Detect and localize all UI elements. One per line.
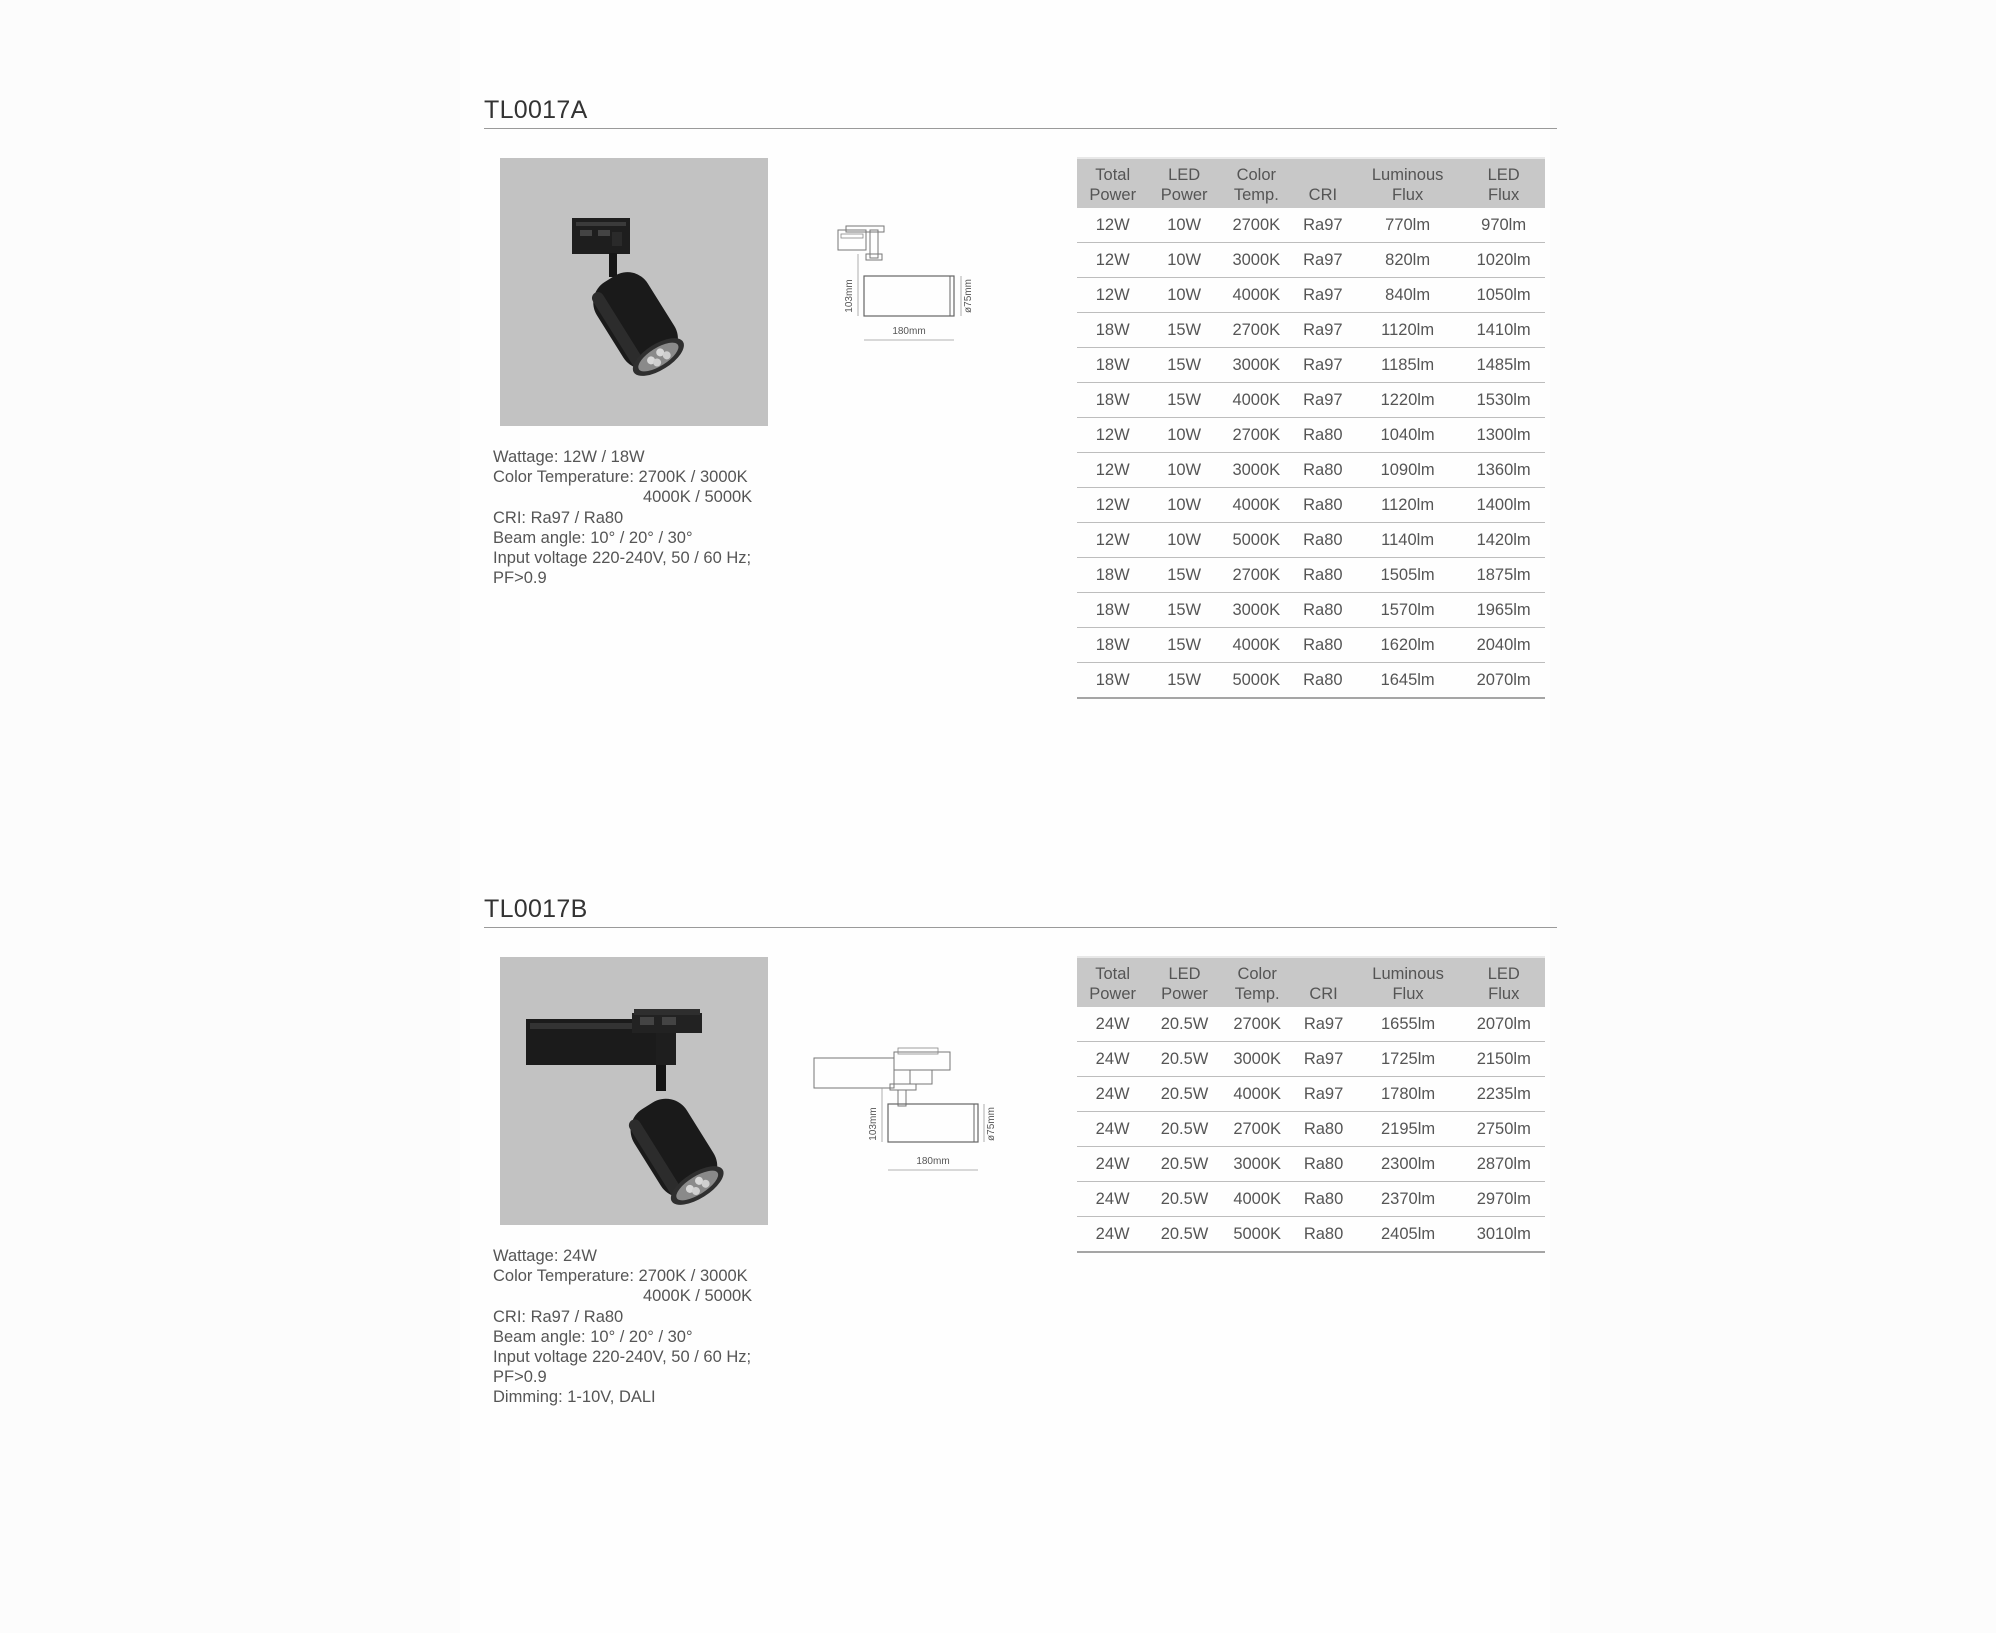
spec-input-voltage: Input voltage 220-240V, 50 / 60 Hz; [493,1348,752,1367]
cell-total-power: 12W [1077,278,1148,313]
cell-cri: Ra80 [1293,558,1353,593]
cell-led-power: 10W [1148,418,1219,453]
table-row [1077,593,1545,628]
cell-led-power: 15W [1148,383,1219,418]
spec-color-temp: Color Temperature: 2700K / 3000K [493,1267,748,1286]
spec-pf: PF>0.9 [493,1368,547,1387]
cell-led-flux: 1400lm [1462,488,1545,523]
cell-total-power: 24W [1077,1077,1148,1112]
cell-led-flux: 2750lm [1463,1112,1545,1147]
cell-led-flux: 1020lm [1462,243,1545,278]
table-row [1077,313,1545,348]
cell-led-power: 10W [1148,243,1219,278]
cell-total-power: 24W [1077,1007,1148,1042]
cell-cri: Ra80 [1294,1147,1354,1182]
spec-beam-angle: Beam angle: 10° / 20° / 30° [493,528,693,547]
cell-total-power: 12W [1077,453,1148,488]
cell-led-flux: 1875lm [1462,558,1545,593]
height-dimension: 103mm [868,1107,879,1141]
cell-cri: Ra97 [1294,1042,1354,1077]
cell-color-temp: 2700K [1220,418,1293,453]
cell-luminous-flux: 1620lm [1353,628,1462,663]
col-led-flux: LED Flux [1463,957,1545,1007]
cell-led-flux: 1485lm [1462,348,1545,383]
cell-led-flux: 1300lm [1462,418,1545,453]
cell-color-temp: 2700K [1221,1112,1294,1147]
height-dimension: 103mm [844,279,855,313]
table-row [1077,628,1545,663]
cell-total-power: 18W [1077,628,1148,663]
cell-luminous-flux: 1120lm [1353,488,1462,523]
cell-total-power: 24W [1077,1217,1148,1253]
cell-luminous-flux: 2300lm [1354,1147,1463,1182]
col-cri: CRI [1294,957,1354,1007]
cell-total-power: 18W [1077,313,1148,348]
cell-led-flux: 1420lm [1462,523,1545,558]
cell-led-power: 20.5W [1148,1077,1221,1112]
col-color-temp: Color Temp. [1220,158,1293,208]
cell-led-power: 20.5W [1148,1007,1221,1042]
cell-color-temp: 2700K [1220,313,1293,348]
cell-led-power: 20.5W [1148,1182,1221,1217]
spec-pf: PF>0.9 [493,569,547,588]
cell-total-power: 18W [1077,348,1148,383]
cell-cri: Ra97 [1293,313,1353,348]
cell-luminous-flux: 1220lm [1353,383,1462,418]
cell-luminous-flux: 1655lm [1354,1007,1463,1042]
spec-list [493,447,752,588]
cell-led-flux: 2070lm [1462,663,1545,699]
cell-luminous-flux: 1645lm [1353,663,1462,699]
table-row [1077,663,1545,699]
table-row [1077,383,1545,418]
table-header-row [1077,957,1545,1007]
cell-led-power: 15W [1148,313,1219,348]
cell-luminous-flux: 1090lm [1353,453,1462,488]
col-total-power: Total Power [1077,957,1148,1007]
cell-led-flux: 2970lm [1463,1182,1545,1217]
length-dimension: 180mm [916,1156,950,1167]
spec-dimming: Dimming: 1-10V, DALI [493,1388,656,1407]
product-title: TL0017B [484,895,588,923]
cell-led-flux: 2070lm [1463,1007,1545,1042]
cell-color-temp: 3000K [1220,348,1293,383]
cell-luminous-flux: 1570lm [1353,593,1462,628]
cell-color-temp: 3000K [1221,1042,1294,1077]
table-row [1077,558,1545,593]
cell-color-temp: 2700K [1220,208,1293,243]
product-title: TL0017A [484,96,588,124]
cell-color-temp: 5000K [1220,523,1293,558]
cell-total-power: 12W [1077,243,1148,278]
cell-luminous-flux: 1120lm [1353,313,1462,348]
cell-led-power: 15W [1148,558,1219,593]
cell-luminous-flux: 840lm [1353,278,1462,313]
cell-cri: Ra97 [1293,208,1353,243]
cell-led-power: 20.5W [1148,1147,1221,1182]
cell-led-power: 20.5W [1148,1042,1221,1077]
cell-led-power: 20.5W [1148,1112,1221,1147]
cell-led-flux: 2040lm [1462,628,1545,663]
spec-wattage: Wattage: 24W [493,1247,597,1265]
spec-beam-angle: Beam angle: 10° / 20° / 30° [493,1327,693,1346]
spec-table [1077,956,1545,1253]
table-row [1077,1042,1545,1077]
product-photo [500,957,768,1225]
cell-total-power: 12W [1077,208,1148,243]
col-luminous-flux: Luminous Flux [1354,957,1463,1007]
cell-led-flux: 2150lm [1463,1042,1545,1077]
table-row [1077,243,1545,278]
table-row [1077,1077,1545,1112]
col-led-power: LED Power [1148,957,1221,1007]
cell-cri: Ra97 [1294,1077,1354,1112]
title-divider [484,128,1557,129]
cell-luminous-flux: 1185lm [1353,348,1462,383]
cell-color-temp: 4000K [1220,628,1293,663]
cell-cri: Ra80 [1293,453,1353,488]
col-cri: CRI [1293,158,1353,208]
cell-led-power: 10W [1148,453,1219,488]
dimension-drawing [826,222,996,357]
cell-color-temp: 5000K [1221,1217,1294,1253]
cell-led-power: 10W [1148,278,1219,313]
cell-led-flux: 1410lm [1462,313,1545,348]
cell-led-flux: 1360lm [1462,453,1545,488]
spec-color-temp-cont: 4000K / 5000K [643,488,753,507]
cell-color-temp: 4000K [1221,1182,1294,1217]
cell-luminous-flux: 1780lm [1354,1077,1463,1112]
spec-color-temp: Color Temperature: 2700K / 3000K [493,468,748,487]
cell-luminous-flux: 2370lm [1354,1182,1463,1217]
cell-cri: Ra80 [1293,628,1353,663]
cell-color-temp: 4000K [1220,488,1293,523]
cell-led-flux: 1050lm [1462,278,1545,313]
cell-luminous-flux: 2195lm [1354,1112,1463,1147]
table-row [1077,1112,1545,1147]
cell-led-flux: 1530lm [1462,383,1545,418]
cell-led-power: 10W [1148,488,1219,523]
cell-cri: Ra97 [1293,383,1353,418]
table-row [1077,1007,1545,1042]
cell-cri: Ra80 [1293,418,1353,453]
spec-cri: CRI: Ra97 / Ra80 [493,508,624,527]
cell-led-flux: 970lm [1462,208,1545,243]
cell-total-power: 12W [1077,418,1148,453]
col-led-power: LED Power [1148,158,1219,208]
spec-table [1077,157,1545,699]
cell-total-power: 24W [1077,1182,1148,1217]
length-dimension: 180mm [892,326,926,337]
cell-luminous-flux: 1040lm [1353,418,1462,453]
table-row [1077,1182,1545,1217]
cell-led-power: 15W [1148,663,1219,699]
spec-list [493,1246,752,1408]
cell-total-power: 18W [1077,383,1148,418]
cell-cri: Ra97 [1293,348,1353,383]
spec-cri: CRI: Ra97 / Ra80 [493,1307,624,1326]
cell-color-temp: 2700K [1221,1007,1294,1042]
cell-cri: Ra80 [1294,1217,1354,1253]
cell-led-flux: 1965lm [1462,593,1545,628]
cell-total-power: 24W [1077,1147,1148,1182]
cell-cri: Ra97 [1293,243,1353,278]
technical-drawing [826,222,996,352]
cell-color-temp: 4000K [1221,1077,1294,1112]
cell-color-temp: 3000K [1221,1147,1294,1182]
cell-luminous-flux: 770lm [1353,208,1462,243]
product-photo [500,158,768,426]
cell-cri: Ra80 [1293,593,1353,628]
cell-luminous-flux: 1725lm [1354,1042,1463,1077]
table-row [1077,1147,1545,1182]
cell-cri: Ra80 [1293,488,1353,523]
table-row [1077,488,1545,523]
cell-color-temp: 3000K [1220,243,1293,278]
cell-led-power: 15W [1148,593,1219,628]
cell-total-power: 18W [1077,593,1148,628]
table-row [1077,348,1545,383]
cell-total-power: 24W [1077,1042,1148,1077]
table-row [1077,278,1545,313]
cell-luminous-flux: 1140lm [1353,523,1462,558]
cell-total-power: 12W [1077,488,1148,523]
table-row [1077,453,1545,488]
cell-color-temp: 4000K [1220,278,1293,313]
cell-total-power: 18W [1077,663,1148,699]
table-row [1077,1217,1545,1253]
track-light-image [500,158,768,426]
col-total-power: Total Power [1077,158,1148,208]
col-luminous-flux: Luminous Flux [1353,158,1462,208]
cell-cri: Ra97 [1294,1007,1354,1042]
cell-led-flux: 2870lm [1463,1147,1545,1182]
cell-led-power: 20.5W [1148,1217,1221,1253]
cell-color-temp: 4000K [1220,383,1293,418]
col-led-flux: LED Flux [1462,158,1545,208]
cell-color-temp: 5000K [1220,663,1293,699]
cell-color-temp: 3000K [1220,453,1293,488]
cell-cri: Ra80 [1293,523,1353,558]
cell-led-power: 10W [1148,208,1219,243]
cell-led-flux: 2235lm [1463,1077,1545,1112]
cell-cri: Ra97 [1293,278,1353,313]
diameter-dimension: ø75mm [986,1107,997,1141]
spec-wattage: Wattage: 12W / 18W [493,448,645,466]
table-row [1077,208,1545,243]
cell-luminous-flux: 2405lm [1354,1217,1463,1253]
cell-color-temp: 2700K [1220,558,1293,593]
cell-luminous-flux: 1505lm [1353,558,1462,593]
cell-cri: Ra80 [1294,1182,1354,1217]
cell-total-power: 12W [1077,523,1148,558]
table-header-row [1077,158,1545,208]
title-divider [484,927,1557,928]
table-row [1077,523,1545,558]
dimension-drawing [812,1040,1012,1185]
diameter-dimension: ø75mm [963,279,974,313]
cell-led-power: 15W [1148,348,1219,383]
cell-cri: Ra80 [1294,1112,1354,1147]
cell-luminous-flux: 820lm [1353,243,1462,278]
technical-drawing [812,1040,1012,1180]
cell-total-power: 18W [1077,558,1148,593]
spec-input-voltage: Input voltage 220-240V, 50 / 60 Hz; [493,549,752,568]
cell-led-power: 15W [1148,628,1219,663]
spec-color-temp-cont: 4000K / 5000K [643,1287,753,1306]
cell-cri: Ra80 [1293,663,1353,699]
cell-led-flux: 3010lm [1463,1217,1545,1253]
cell-total-power: 24W [1077,1112,1148,1147]
cell-color-temp: 3000K [1220,593,1293,628]
col-color-temp: Color Temp. [1221,957,1294,1007]
track-light-image [500,957,768,1225]
table-row [1077,418,1545,453]
cell-led-power: 10W [1148,523,1219,558]
